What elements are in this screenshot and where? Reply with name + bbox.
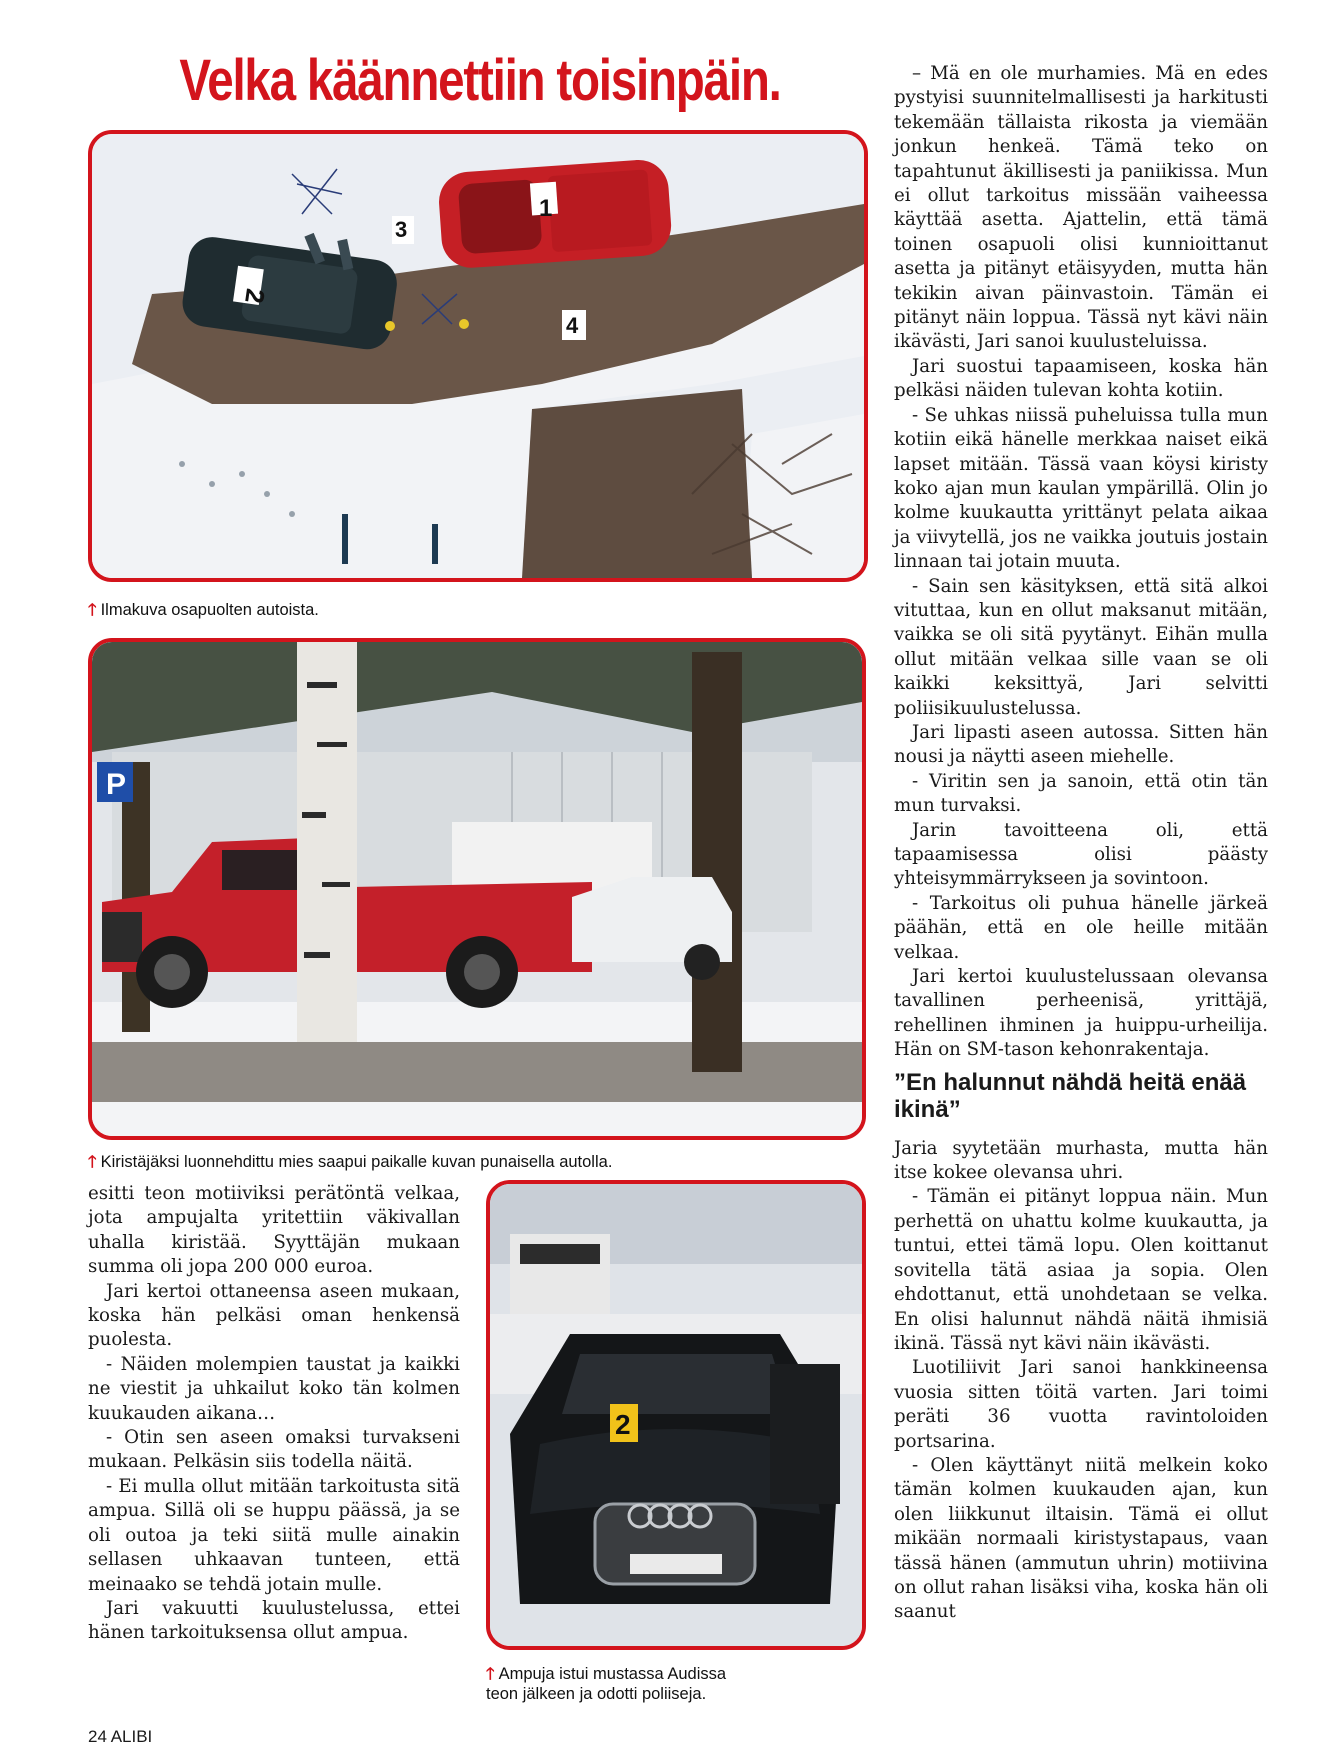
marker-2-aerial: 2 xyxy=(239,286,271,306)
paragraph: Jari kertoi ottaneensa aseen mukaan, koska hän pelkäsi oman henkensä puolesta. xyxy=(88,1280,460,1351)
aerial-caption: 🡑 Ilmakuva osapuolten autoista. xyxy=(88,601,319,619)
marker-3-aerial: 3 xyxy=(395,217,408,242)
paragraph: Jari vakuutti kuulustelussa, ettei hänen tarkoituksensa ollut ampua. xyxy=(88,1597,460,1644)
headline: Velka käännettiin toisinpäin. xyxy=(179,48,781,113)
paragraph: – Mä en ole murhamies. Mä en edes pystyisi suunnitelmallisesti ja harkitusti tekemään tällaista rikosta ja viemään jonkun henkeä. Tämä teko on tapahtunut äkillisesti ja paniikissa. Mun ei ollut tarkoitus missään vaiheessa käyttää asetta. Ajattelin, että tämä toinen osapuoli olisi kunnioittanut asetta ja pitänyt etäisyyden, mutta hän tekikin aivan päinvastoin. Tämän ei pitänyt näin loppua. Tässä nyt kävi näin ikävästi, Jari sanoi kuulusteluissa. xyxy=(894,63,1268,353)
subheading: ”En halunnut nähdä heitä enää ikinä” xyxy=(894,1068,1247,1123)
parking-sign: P xyxy=(106,768,127,801)
paragraph: - Se uhkas niissä puheluissa tulla mun kotiin eikä hänelle merkkaa naiset eikä lapset mitään. Tässä vaan köysi kiristy koko ajan mun kaulan ympärillä. Olin jo kolme kuukautta yrittänyt pelata aikaa ja viivytellä, jos ne vaikka joutuis jostain linnaan tai jotain muuta. xyxy=(894,404,1268,573)
arrow-up-icon: 🡑 xyxy=(88,601,97,619)
marker-1-aerial: 1 xyxy=(539,195,553,222)
paragraph: - Sain sen käsityksen, että sitä alkoi vituttaa, kun en ollut maksanut mitään, vaikka se oli sitä pyytänyt. Eihän mulla ollut mitään velkaa sille vaan se oli kaikki keksittyä, Jari selvitti poliisikuulustelussa. xyxy=(894,575,1268,719)
audi-photo xyxy=(486,1180,866,1650)
arrow-up-icon: 🡑 xyxy=(486,1665,495,1683)
paragraph: - Näiden molempien taustat ja kaikki ne viestit ja uhkailut koko tän kolmen kuukauden aikana… xyxy=(88,1353,460,1424)
paragraph: - Viritin sen ja sanoin, että otin tän mun turvaksi. xyxy=(894,770,1268,817)
marker-2-audi: 2 xyxy=(615,1409,631,1440)
paragraph: - Olen käyttänyt niitä melkein koko tämän kolmen kuukauden ajan, kun olen liikkunut iltaisin. Tämä ei ollut mikään normaali kiristystapaus, vaan tässä hänen (ammutun uhrin) motiivina on ollut rahan lisäksi viha, koska hän oli saanut xyxy=(894,1454,1268,1623)
paragraph: - Tarkoitus oli puhua hänelle järkeä päähän, että en ole heille mitään velkaa. xyxy=(894,892,1268,963)
page-folio: 24 ALIBI xyxy=(88,1727,153,1746)
paragraph: Luotiliivit Jari sanoi hankkineensa vuosia sitten töitä varten. Jari toimi peräti 36 vuotta ravintoloiden portsarina. xyxy=(894,1357,1268,1452)
paragraph: - Ei mulla ollut mitään tarkoitusta sitä ampua. Sillä oli se huppu päässä, ja se oli outoa ja teki siitä mulle ainakin sellasen uhkaavan tunteen, että meinaako se tehdä jotain mulle. xyxy=(88,1475,460,1595)
paragraph: Jari lipasti aseen autossa. Sitten hän nousi ja näytti aseen miehelle. xyxy=(894,721,1268,768)
arrow-up-icon: 🡑 xyxy=(88,1153,97,1171)
paragraph: - Tämän ei pitänyt loppua näin. Mun perhettä on uhattu kolme kuukautta, ja tuntui, ettei tämä lopu. Olen koittanut sovitella tätä asiaa ja sopia. Olen ehdottanut, että unohdetaan se velka. En olisi halunnut nähdä näitä ihmisiä ikinä. Tässä nyt kävi näin ikävästi. xyxy=(894,1186,1268,1354)
paragraph: Jari kertoi kuulustelussaan olevansa tavallinen perheenisä, yrittäjä, rehellinen ihminen ja huippu-urheilija. Hän on SM-tason kehonrakentaja. xyxy=(894,966,1268,1061)
paragraph: Jaria syytetään murhasta, mutta hän itse kokee olevansa uhri. xyxy=(894,1137,1268,1184)
left-column xyxy=(88,1182,460,1646)
paragraph: Jari suostui tapaamiseen, koska hän pelkäsi näiden tulevan kohta kotiin. xyxy=(894,355,1268,402)
audi-caption: 🡑 Ampuja istui mustassa Audissa teon jälkeen ja odotti poliiseja. xyxy=(486,1665,727,1703)
paragraph: - Otin sen aseen omaksi turvakseni mukaan. Pelkäsin siis todella näitä. xyxy=(88,1427,460,1473)
paragraph: esitti teon motiiviksi perätöntä velkaa, jota ampujalta yritettiin väkivallan uhalla kiristää. Syyttäjän mukaan summa oli jopa 200 000 euroa. xyxy=(88,1183,460,1278)
pickup-caption: 🡑 Kiristäjäksi luonnehdittu mies saapui paikalle kuvan punaisella autolla. xyxy=(88,1153,613,1171)
paragraph: Jarin tavoitteena oli, että tapaamisessa olisi päästy yhteisymmärrykseen ja sovintoon. xyxy=(894,819,1268,890)
right-column xyxy=(894,62,1268,1625)
marker-4-aerial: 4 xyxy=(566,313,579,338)
aerial-photo xyxy=(88,130,868,582)
pickup-photo xyxy=(88,638,866,1140)
